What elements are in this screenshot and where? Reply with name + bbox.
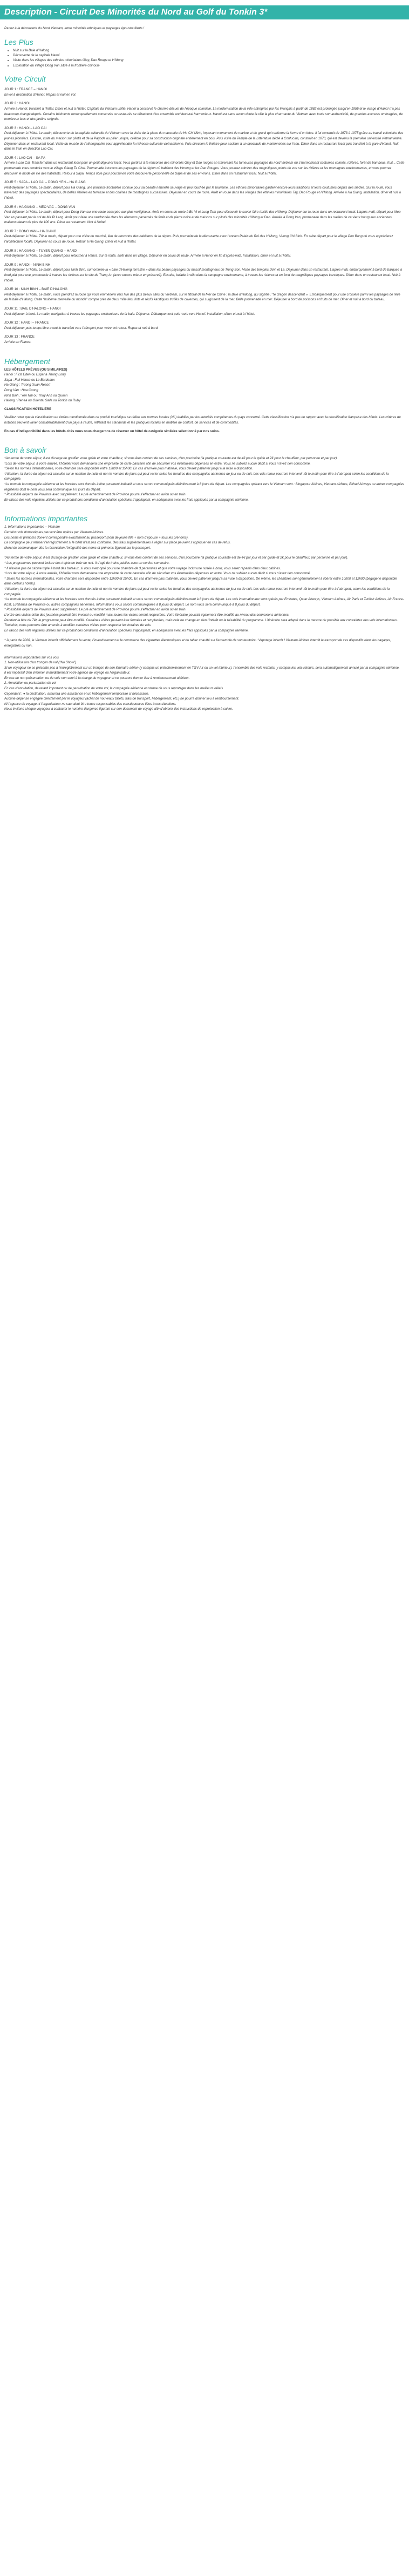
content — [0, 26, 409, 712]
classification-title: CLASSIFICATION HÔTELIÈRE — [4, 407, 52, 411]
paragraph: Les noms et prénoms doivent correspondre exactement au passeport (nom de jeune fille + nom d’épouse + tous les prénoms). — [4, 535, 189, 540]
paragraph: Cependant : ● la destination, assurera une assistance et un hébergement temporaire si nécessaire. — [4, 691, 149, 696]
plus-title: Les Plus — [4, 37, 33, 46]
day-title: JOUR 10 : NINH BINH – BAIE D’HALONG — [4, 287, 67, 292]
paragraph: Nous invitons chaque voyageur à contacter le numéro d’urgence figurant sur son document de voyage afin d’obtenir des instructions de reprotection à suivre. — [4, 707, 233, 711]
paragraph: *Le nom de la compagnie aérienne et les horaires sont donnés à titre purement indicatif et vous seront communiqués définitivement à 8 jours du départ. Les compagnies opérant vers le Vietnam sont : Singapour Airlines, Vietnam Airlines, Etihad Airways ou autres compagnies régulières dont le nom vous sera communiqué à 8 jours du départ. — [4, 482, 404, 492]
hotel-item: Ninh Binh : Yen Nhi ou Thuy Anh ou Quoan — [4, 393, 68, 398]
day-text: Petit-déjeuner à l’hôtel. Le matin, départ pour Dong Van sur une route escarpée aux plus vertigineux. Arrêt en cours de route à Bo Vi et Lung Tam pour découvrir le savoir-faire textile des H’Mong. Déjeuner sur la route dans un restaurant local. L’après-midi, départ pour Meo Vac en passant par le col de Ma Pi Leng. Arrêt pour faire une randonnée dans les alentours parsemés de forêt et de pierre noire et de maisons sur pilotis des minorités H’Mong et Dao. Arrivée à Dong Van, promenade dans les ruelles de ce vieux bourg aux anciennes maisons datant de plus de 100 ans. Dîner au restaurant. Nuit à l’hôtel. — [4, 210, 401, 225]
day-title: JOUR 11 : BAIE D’HALONG – HANOI — [4, 307, 61, 311]
day-title: JOUR 12 : HANOI – FRANCE — [4, 321, 49, 325]
hotel-item: Dong Van : Hoa Cuong — [4, 388, 38, 392]
paragraph: * Possibilité départs de Province avec supplément. Le pré acheminement de Province pourra s’effectuer en avion ou en train. — [4, 493, 187, 497]
paragraph: *Lors de votre séjour, à votre arrivée, l’hôtelier vous demandera une empreinte de carte bancaire afin de sécuriser vos éventuelles dépenses en extra. Vous ne subirez aucun débit si vous n’avez rien consommé. — [4, 571, 311, 576]
plus-item: • Exploration du village Dong Van situé à la frontière chinoise — [13, 63, 405, 68]
hotel-item: Ha Giang : Truong Xuan Resort — [4, 383, 51, 387]
day-block — [4, 126, 405, 152]
paragraph: L’ordre des visites et/ou des journées pourrait être inversé ou modifié mais toutes les visites seront respectées. Votre itinéraire pourrait également être modifié au niveau des connexions aériennes. — [4, 613, 290, 617]
day-text: Petit-déjeuner à l’hôtel. Tôt le matin, départ pour une visite du marché, lieu de rencontre des habitants de la région. Puis poursuite de la découverte avec l’ancien Palais du Roi des H’Mong, Vuong Chi Sinh. En suite départ pour le village Pho Bang où vous apprécierez l’architecture locale. Déjeuner en cours de route. Retour à Ha Giang. Dîner et nuit à l’hôtel. — [4, 234, 393, 244]
day-title: JOUR 1 : FRANCE – HANOI — [4, 88, 47, 92]
paragraph: En raison des vols réguliers utilisés sur ce produit des conditions d’annulation spéciales s’appliquent, en adéquation avec les frais appliqués par la compagnie aérienne. — [4, 497, 249, 502]
day-text: Envol à destination d’Hanoï. Repas et nuit en vol. — [4, 92, 77, 97]
page-banner: Description - Circuit Des Minorités du Nord au Golf du Tonkin 3* — [0, 5, 409, 19]
plus-item: • Découverte de la capitale Hanoi — [13, 53, 405, 58]
paragraph: *Selon les normes internationales, votre chambre sera disponible entre 12h00 et 15h00. En cas d’arrivée plus matinale, vous devrez patienter jusqu’à la mise à disposition. — [4, 467, 254, 471]
page — [0, 5, 409, 712]
day-block — [4, 306, 405, 317]
day-title: JOUR 2 : HANOI — [4, 102, 30, 106]
paragraph: Il est impératif d’en informer immédiatement votre agence de voyage ou l’organisateur. — [4, 671, 131, 675]
paragraph: * Selon les normes internationales, votre chambre sera disponible entre 12h00 et 15h00. En cas d’arrivée plus matinale, vous devrez patienter jusqu’à sa mise à disposition. De même, les chambres sont généralement à libérer entre 10h00 et 12h00 (bagagerie disponible dans certains hôtels). — [4, 576, 397, 586]
paragraph: La compagnie peut refuser l’enregistrement si le billet n’est pas conforme. Des frais supplémentaires à régler sur place peuvent s’appliquer en cas de refus. — [4, 541, 231, 545]
day-title: JOUR 7 : DONG VAN – HA GIANG — [4, 229, 57, 233]
bon-savoir-list — [4, 456, 405, 502]
plus-item: • Visite dans les villages des ethnies minoritaires Giay, Dao Rouge et H’Mong — [13, 58, 405, 63]
day-block — [4, 320, 405, 331]
day-title: JOUR 3 : HANOI – LAO CAI — [4, 126, 47, 130]
plus-item: • Nuit sur la Baie d’Halong — [13, 48, 405, 53]
informations-vols-list — [4, 655, 405, 712]
informations-title: Informations importantes — [4, 514, 88, 523]
paragraph: 2. Annulation ou perturbation de vol — [4, 681, 56, 685]
day-title: JOUR 6 : HA GIANG – MEO VAC – DONG VAN — [4, 205, 76, 209]
bon-savoir-title: Bon à savoir — [4, 446, 46, 455]
day-block — [4, 101, 405, 122]
day-text: Petit-déjeuner à l’hôtel. Le matin, départ pour retourner à Hanoï. Sur la route, arrêt dans un village. Déjeuner en cours de route. Arrivée à Hanoï en fin d’après-midi. Installation, dîner et nuit à l’hôtel. — [4, 254, 291, 258]
hotel-item: Halong : Renea ou Oriental Sails ou Tonkin ou Ruby — [4, 399, 81, 403]
informations-list — [4, 524, 405, 648]
hotels-subtitle: LES HÔTELS PRÉVUS (OU SIMILAIRES) — [4, 367, 67, 372]
paragraph: * Possibilité départs de Province avec supplément. Le pré acheminement de Province pourra s’effectuer en avion ou en train. — [4, 608, 187, 612]
paragraph: *Lors de votre séjour, à votre arrivée, l’hôtelier vous demandera une empreinte de carte bancaire afin de sécuriser vos éventuelles dépenses en extra. Vous ne subirez aucun débit si vous n’avez rien consommé. — [4, 461, 311, 466]
hotel-item: Sapa : Fuli House ou Le Bordeaux — [4, 378, 55, 382]
day-block — [4, 229, 405, 245]
day-block — [4, 87, 405, 97]
day-title: JOUR 9 : HANOI – NINH BINH — [4, 263, 51, 267]
day-block — [4, 180, 405, 200]
charges-text: En cas d’indisponibilité dans les hôtels cités nous nous chargerons de réserver un hôtel de catégorie similaire sélectionné par nos soins. — [4, 429, 220, 433]
paragraph: *Au terme de votre séjour, il est d’usage de gratifier votre guide et votre chauffeur, si vous êtes content de ses services, d’un pourboire (la pratique courante est de 4€ pour le guide et 2€ pour le chauffeur, par personne et par jour). — [4, 456, 338, 461]
intro-text: Partez à la découverte du Nord Vietnam, entre minorités ethniques et paysages époustouflants ! — [4, 26, 145, 30]
day-block — [4, 205, 405, 225]
day-block — [4, 334, 405, 345]
paragraph: Aucune dépense engagée directement par le voyageur (achat de nouveaux billets, frais de transport, hébergement, etc.) ne pourra donner lieu à remboursement. — [4, 697, 240, 701]
days-list — [4, 87, 405, 345]
paragraph: Ni l’agence de voyage ni l’organisateur ne sauraient être tenus responsables des conséquences liées à ces situations. — [4, 702, 176, 706]
day-title: JOUR 8 : HA GIANG – TUYEN QUANG – HANOI — [4, 248, 78, 253]
day-text: Arrivée à Lao Cai. Transfert dans un restaurant local pour un petit déjeuner local. Vous partirez à la rencontre des minorités Giay et Dao rouges en traversant les fameuses paysages du nord Vietnam où s’harmonisent costumes colorés, rizières, forêt de bambous, fruit... Cette promenade vous conduira vers le village Giang Ta Chai. Promenade à travers les paysages de la région où habitent des Hmong et les Dao Rouges. Vous pourrez admirer des magnifiques points de vue sur les rizières et les montagnes environnantes, et vous pourrez découvrir le mode de vie des habitants. Retour à Sapa. Temps libre pour poursuivre votre découverte personnelle de Sapa et de ses environs. Dîner dans un restaurant local. Nuit à l’hôtel. — [4, 161, 405, 176]
day-text: Petit-déjeuner à l’hôtel. Le matin, vous prendrez la route qui vous emmènera vers l’un des plus beaux sites du Vietnam, sur le littoral de la Mer de Chine : la Baie d’Halong, qui signifie : “le dragon descendant ». Embarquement pour une croisière parmi les paysages de rêve de la baie d’Halong. Cette “huitième merveille du monde” compte près de deux mille îles, îlots et récifs karstiques truffés de cavernes, qui surgissent de la mer. Belle promenade en mer. Déjeuner à bord de poissons et fruits de mer. Dîner et nuit à bord du bateau. — [4, 292, 400, 302]
hotel-item: Hanoi : First Eden ou Espana Thang Long — [4, 373, 66, 377]
day-text: Petit-déjeuner à l’hôtel. Le matin, départ pour Ninh Binh, surnommée la « baie d’Halong terrestre » dans les beaux paysages du massif montagneux de Trung Son. Visite des temples Dinh et Le. Déjeuner dans un restaurant. L’après-midi, embarquement à bord de barques à fond plat pour une promenade à travers les rivières sur le site de Trang An (avec encore mieux en préservé). Ensuite, balade à vélo dans la campagne environnante, à travers les rizières et en fond de magnifiques paysages karstiques. Dîner dans un restaurant local. Nuit à l’hôtel. — [4, 268, 402, 283]
circuit-title: Votre Circuit — [4, 75, 46, 84]
day-text: Arrivée à Hanoï, transfert à l’hôtel. Dîner et nuit à l’hôtel. Capitale du Vietnam unifié, Hanoï a conservé le charme désuet de l’époque coloniale. La modernisation de la ville entreprise par les Français à partir de 1882 est prolongée jusqu’en 1955 et le visage d’Hanoï n’a pas beaucoup changé depuis. Certains bâtiments remarquablement conservés ou restaurés se détachent d’un ensemble architectural harmonieux. Hanoï est sans aucun doute la ville la plus charmante du Vietnam avec toute son authenticité, de grandes avenues ombragées, de nombreux lacs et des jardins soignés. — [4, 107, 403, 122]
hebergement-title: Hébergement — [4, 357, 50, 366]
day-title: JOUR 13 : FRANCE — [4, 335, 35, 339]
paragraph: 1. Non-utilisation d’un tronçon de vol (“No Show”) — [4, 661, 77, 665]
day-block — [4, 156, 405, 176]
classification-text: Veuillez noter que la classification en étoiles mentionnée dans ce produit touristique se réfère aux normes locales (NL) établies par les autorités compétentes du pays concerné. Cette classification n’a pas de rapport avec la classification française des hôtels. Les critères de notation peuvent varier considérablement d’un pays à l’autre, reflétant les standards et les pratiques locales en matière de confort, de services et de commodités. — [4, 415, 401, 425]
paragraph — [4, 550, 405, 555]
day-text: Petit-déjeuner puis temps libre avant le transfert vers l’aéroport pour votre vol retour. Repas et nuit à bord. — [4, 326, 159, 330]
day-title: JOUR 5 : SAPA – LAO CAI – DONG YEN – HA GIANG — [4, 180, 86, 185]
paragraph: 1. Informations importantes – Vietnam — [4, 525, 60, 529]
day-title: JOUR 4 : LAO CAI – SA PA — [4, 156, 45, 160]
day-text: Arrivée en France. — [4, 340, 32, 344]
day-text: Petit-déjeuner à l’hôtel. Le matin, découverte de la capitale culturelle du Vietnam avec la visite de la place du mausolée de Ho Chi Minh, imposant monument de marbre et de granit qui renferme la forme d’un lotus. Il fut construit de 1973 à 1975 grâce au travail volontaire des jeunes pionniers. Ensuite, visite du maison sur pilotis et de la Pagode au pilier unique, célèbre pour sa construction originale entièrement en bois. Puis visite du Temple de la Littérature dédié à Confucius, construit en 1070, qui est devenu la première université vietnamienne. Déjeuner dans un restaurant local. Visite du musée de l’ethnographie pour appréhender la richesse culturelle vietnamienne. Puis direction le théâtre pour assister à un spectacle de marionnettes sur l’eau. Dîner dans un restaurant local puis transfert à la gare d’Hanoï. Nuit dans le train en direction Lao Cai. — [4, 131, 404, 151]
paragraph: * À partir de 2026, le Vietnam interdit officiellement la vente, l’investissement et le commerce des cigarettes électroniques et du tabac chauffé sur l’ensemble de son territoire : Vapotage interdit ! Vietnam Airlines interdit le transport de ces dispositifs dans les bagages, enregistrés ou non. — [4, 638, 391, 648]
paragraph — [4, 633, 405, 638]
day-block — [4, 263, 405, 283]
paragraph: Certains vols domestiques peuvent être opérés par Vietnam Airlines. — [4, 530, 104, 535]
plus-list — [4, 48, 405, 69]
day-block — [4, 248, 405, 259]
paragraph: Merci de communiquer dès la réservation l’intégralité des noms et prénoms figurant sur le passeport. — [4, 546, 151, 550]
paragraph: *Au terme de votre séjour, il est d’usage de gratifier votre guide et votre chauffeur, si vous êtes content de ses services, d’un pourboire (la pratique courante est de 4€ par jour et par guide et 2€ pour le chauffeur, par personne et par jour). — [4, 556, 349, 560]
paragraph: *Attention, la durée du séjour est calculée sur le nombre de nuits et non le nombre de jours qui peut varier selon les horaires des compagnies aériennes de jour ou de nuit. Les vols retour pourront intervenir tôt le matin pour être à l’aéroport selon les conditions de la compagnie. — [4, 472, 389, 481]
paragraph: En cas d’annulation, de retard important ou de perturbation de votre vol, la compagnie aérienne est tenue de vous reprotéger dans les meilleurs délais. — [4, 687, 224, 691]
paragraph: * Les programmes peuvent inclure des trajets en train de nuit. Il s’agit de trains publics avec un confort sommaire. — [4, 561, 170, 565]
day-text: Petit-déjeuner à bord. Le matin, navigation à travers les paysages enchanteurs de la baie. Déjeuner. Débarquement puis route vers Hanoï. Installation, dîner et nuit à l’hôtel. — [4, 312, 255, 316]
day-block — [4, 287, 405, 302]
paragraph: *Le nom de la compagnie aérienne et les horaires sont donnés à titre purement indicatif et vous seront communiqués définitivement à 8 jours du départ. Les vols internationaux sont opérés par Emirates, Qatar Airways, Vietnam Airlines, Air Paris et Turkish Airlines, Air France-KLM, Lufthansa de Province ou autres compagnies aériennes. Informations vous seront communiquées à 8 jours du départ. Le nom vous sera communiqué à 8 jours du départ. — [4, 597, 404, 607]
paragraph: Si un voyageur ne se présente pas à l’enregistrement sur un tronçon de son itinéraire aérien (y compris un préacheminement en TGV Air ou un vol intérieur), l’ensemble des vols restants, y compris les vols retours, sera automatiquement annulé par la compagnie aérienne. — [4, 665, 400, 670]
paragraph: Informations importantes sur vos vols — [4, 655, 59, 660]
paragraph: Pendant la fête du Têt, le programme peut être modifié. Certaines visites peuvent être fermées et remplacées, mais cela ne change en rien l’intérêt ou la faisabilité du programme. L’itinéraire sera adapté dans la mesure du possible aux contraintes des vols internationaux. Toutefois, nous pourrons être amenés à modifier certaines visites pour respecter les horaires de vols. — [4, 618, 398, 628]
hotels-list — [4, 372, 405, 403]
paragraph: En cas de non présentation ou de vols non servi à la charge du voyageur et ne pourront donner lieu à remboursement ultérieur. — [4, 676, 190, 680]
paragraph: * Il n’existe pas de cabine triple à bord des bateaux, si vous avez opté pour une chambre de 3 personnes et que votre voyage inclut une nuitée à bord, vous serez répartis dans deux cabines. — [4, 566, 281, 570]
day-text: Petit-déjeuner à l’hôtel. Le matin, départ pour Ha Giang, une province frontalière connue pour sa beauté naturelle sauvage et peu touchée par le tourisme. Les ethnies minoritaires gardent encore leurs traditions et leurs coutumes depuis des siècles. Sur la route, vous traversez des paysages spectaculaires, de belles rizières en terrasse et des chaînes de montagnes successives. Déjeuner en cours de route. Arrêt en route dans les villages des ethnies minoritaires Tay, Dao Rouge et H’Mong. Arrivée à Ha Giang, installation, dîner et nuit à l’hôtel. — [4, 185, 401, 200]
paragraph: *Attention, la durée du séjour est calculée sur le nombre de nuits et non le nombre de jours qui peut varier selon les horaires des compagnies aériennes de jour ou de nuit. Les vols retour pourront intervenir tôt le matin pour être à l’aéroport, selon les conditions de la compagnie. — [4, 587, 390, 596]
paragraph: En raison des vols réguliers utilisés sur ce produit des conditions d’annulation spéciales s’appliquent, en adéquation avec les frais appliqués par la compagnie aérienne. — [4, 628, 249, 633]
